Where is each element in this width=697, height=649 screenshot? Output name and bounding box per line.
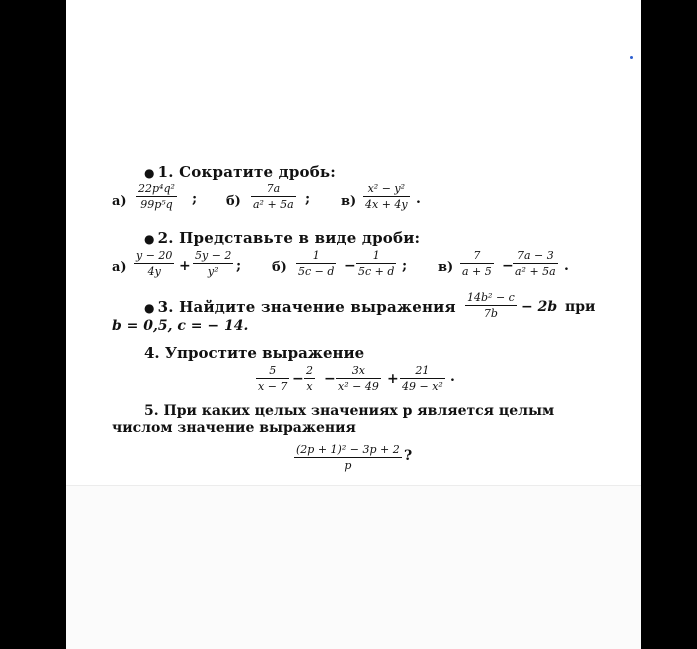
task4-f3-numerator: 3x bbox=[336, 365, 381, 379]
task1-c-denominator: 4x + 4y bbox=[365, 198, 408, 211]
task2-a-operator: + bbox=[179, 258, 191, 274]
task5-line2: числом значение выражения bbox=[112, 420, 356, 436]
task1-c-numerator: x² − y² bbox=[363, 183, 410, 197]
task2-title: 2. Представьте в виде дроби: bbox=[157, 229, 421, 247]
task3-tail: при bbox=[565, 299, 596, 315]
task2-c-operator: − bbox=[502, 258, 514, 274]
task4-f4 bbox=[400, 365, 445, 392]
task1-a-denominator: 99p⁵q bbox=[140, 198, 173, 211]
task4-op2: − bbox=[324, 371, 336, 387]
task3-after-fraction: − 2b bbox=[521, 299, 558, 315]
task2-c2-numerator: 7a − 3 bbox=[513, 250, 558, 264]
task1-header bbox=[144, 163, 336, 181]
task1-b-end: ; bbox=[305, 191, 311, 207]
task4-op3: + bbox=[387, 371, 399, 387]
textbook-scan bbox=[66, 0, 641, 486]
task5-numerator: (2p + 1)² − 3p + 2 bbox=[296, 443, 400, 456]
task4-f1 bbox=[256, 365, 289, 392]
task3-numerator: 14b² − c bbox=[467, 291, 515, 304]
task2-c1-denominator: a + 5 bbox=[462, 265, 492, 278]
task3-values: b = 0,5, c = − 14. bbox=[112, 318, 249, 334]
task1-a-end: ; bbox=[192, 191, 198, 207]
task2-b-end: ; bbox=[402, 258, 408, 274]
task3-fraction bbox=[465, 292, 517, 319]
page bbox=[66, 0, 641, 649]
task2-c1-fraction bbox=[460, 250, 494, 277]
task2-a1-denominator: 4y bbox=[147, 265, 161, 278]
task4-f1-numerator: 5 bbox=[256, 365, 289, 379]
task3-title: 3. Найдите значение выражения bbox=[157, 298, 456, 316]
task5-denominator: p bbox=[344, 459, 352, 472]
task1-c-fraction bbox=[363, 183, 410, 210]
task2-b2-numerator: 1 bbox=[356, 250, 396, 264]
task2-a2-fraction bbox=[193, 250, 233, 277]
page-blank-area bbox=[66, 486, 641, 649]
task2-c2-denominator: a² + 5a bbox=[515, 265, 556, 278]
task3-header bbox=[144, 298, 456, 316]
task1-b-denominator: a² + 5a bbox=[253, 198, 294, 211]
task1-c-label: в) bbox=[341, 194, 357, 209]
task1-c-end: . bbox=[416, 191, 421, 207]
task2-c1-numerator: 7 bbox=[460, 250, 494, 264]
task2-c-label: в) bbox=[438, 260, 454, 275]
task2-bullet: ● bbox=[144, 232, 155, 246]
task2-b1-denominator: 5c − d bbox=[298, 265, 335, 278]
task4-f2-numerator: 2 bbox=[306, 364, 313, 377]
task5-fraction bbox=[294, 444, 402, 471]
task4-f3 bbox=[336, 365, 381, 392]
accent-dot bbox=[630, 56, 633, 59]
task4-f1-denominator: x − 7 bbox=[258, 380, 288, 393]
task1-b-label: б) bbox=[226, 194, 241, 209]
task2-a-end: ; bbox=[236, 258, 242, 274]
task2-c2-fraction bbox=[513, 250, 558, 277]
task1-a-fraction bbox=[136, 183, 177, 210]
task2-b2-fraction bbox=[356, 250, 396, 277]
task4-f3-denominator: x² − 49 bbox=[338, 380, 379, 393]
task5-line1: 5. При каких целых значениях p является целым bbox=[144, 403, 555, 419]
task2-b2-denominator: 5c + d bbox=[358, 265, 395, 278]
task2-c-end: . bbox=[564, 258, 569, 274]
task2-header bbox=[144, 229, 420, 247]
task1-bullet: ● bbox=[144, 166, 155, 180]
task1-title: 1. Сократите дробь: bbox=[157, 163, 337, 181]
task4-f2-denominator: x bbox=[306, 380, 313, 393]
task4-f2 bbox=[304, 365, 315, 392]
task3-denominator: 7b bbox=[483, 307, 498, 320]
task4-op1: − bbox=[292, 371, 304, 387]
task3-bullet: ● bbox=[144, 301, 155, 315]
task4-end: . bbox=[450, 369, 455, 385]
task5-end: ? bbox=[404, 448, 413, 464]
task2-b-operator: − bbox=[344, 258, 356, 274]
task2-a-label: а) bbox=[112, 260, 127, 275]
task1-b-numerator: 7a bbox=[251, 183, 296, 197]
task2-a2-denominator: y² bbox=[207, 265, 219, 278]
task4-title: 4. Упростите выражение bbox=[144, 344, 365, 362]
task1-a-label: а) bbox=[112, 194, 127, 209]
task1-a-numerator: 22p⁴q² bbox=[138, 182, 175, 195]
task2-a2-numerator: 5y − 2 bbox=[195, 249, 232, 262]
task2-b1-fraction bbox=[296, 250, 336, 277]
task4-f4-numerator: 21 bbox=[400, 365, 445, 379]
task2-b-label: б) bbox=[272, 260, 287, 275]
task1-b-fraction bbox=[251, 183, 296, 210]
task2-a1-fraction bbox=[134, 250, 174, 277]
task2-a1-numerator: y − 20 bbox=[136, 249, 173, 262]
task2-b1-numerator: 1 bbox=[296, 250, 336, 264]
task4-f4-denominator: 49 − x² bbox=[402, 380, 443, 393]
